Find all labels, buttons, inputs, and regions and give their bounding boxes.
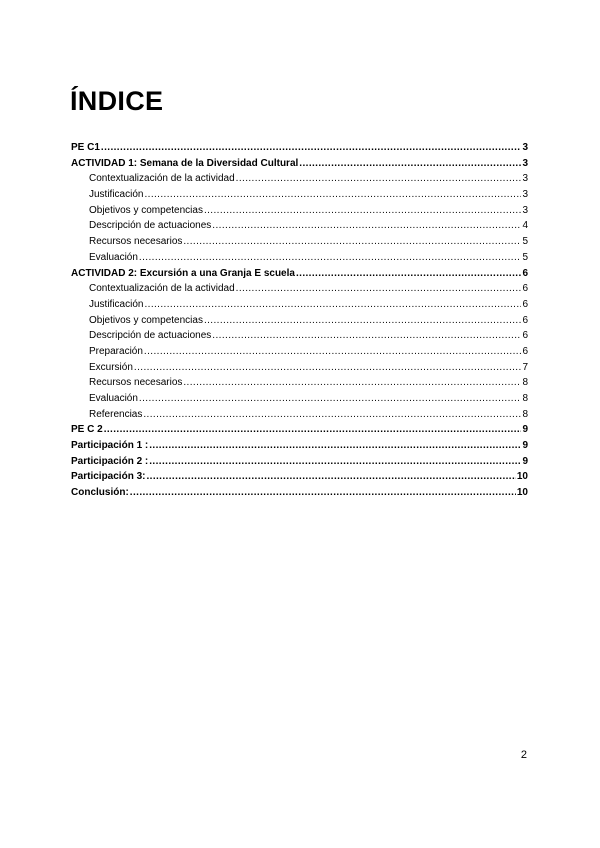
page-title: ÍNDICE [70, 86, 164, 116]
toc-entry[interactable] [71, 218, 528, 234]
toc-entry-page: 10 [516, 471, 528, 483]
toc-entry-page: 6 [522, 267, 528, 279]
toc-entry-label: Preparación [89, 345, 143, 357]
toc-entry-page: 3 [522, 204, 528, 216]
toc-dot-leader [212, 328, 521, 344]
toc-dot-leader [204, 203, 521, 219]
toc-entry-label: Evaluación [89, 251, 138, 263]
toc-entry[interactable] [71, 407, 528, 423]
toc-entry-label: Referencias [89, 408, 143, 420]
toc-dot-leader [212, 218, 521, 234]
toc-entry[interactable] [71, 171, 528, 187]
toc-dot-leader [139, 391, 522, 407]
toc-entry[interactable] [71, 156, 528, 172]
toc-entry[interactable] [71, 438, 528, 454]
toc-entry-label: ACTIVIDAD 2: Excursión a una Granja E scuela [71, 267, 295, 279]
toc-entry[interactable] [71, 313, 528, 329]
toc-dot-leader [144, 297, 521, 313]
toc-dot-leader [183, 234, 521, 250]
toc-entry[interactable] [71, 203, 528, 219]
toc-entry[interactable] [71, 250, 528, 266]
toc-entry-label: Descripción de actuaciones [89, 330, 212, 342]
page-number: 2 [520, 749, 527, 761]
toc-entry[interactable] [71, 485, 528, 501]
toc-entry-label: Objetivos y competencias [89, 204, 203, 216]
toc-dot-leader [149, 454, 521, 470]
toc-dot-leader [104, 422, 522, 438]
toc-entry[interactable] [71, 360, 528, 376]
toc-entry-label: Conclusión: [71, 487, 129, 499]
toc-entry-page: 10 [516, 487, 528, 499]
toc-entry[interactable] [71, 266, 528, 282]
toc-entry[interactable] [71, 469, 528, 485]
toc-entry-page: 8 [522, 377, 528, 389]
toc-dot-leader [236, 281, 522, 297]
toc-entry-page: 6 [522, 298, 528, 310]
toc-entry[interactable] [71, 344, 528, 360]
toc-entry-page: 6 [522, 330, 528, 342]
toc-entry-label: Participación 2 : [71, 455, 149, 467]
toc-entry-page: 6 [522, 345, 528, 357]
toc-dot-leader [183, 375, 521, 391]
toc-entry-page: 4 [522, 220, 528, 232]
toc-entry-label: Justificación [89, 298, 144, 310]
toc-entry-label: Descripción de actuaciones [89, 220, 212, 232]
toc-entry-label: Recursos necesarios [89, 236, 183, 248]
toc-entry-label: PE C 2 [71, 424, 103, 436]
toc-entry-label: Participación 1 : [71, 440, 149, 452]
toc-dot-leader [143, 407, 521, 423]
toc-dot-leader [296, 266, 521, 282]
toc-entry-label: PE C1 [71, 142, 100, 153]
toc-entry-label: Recursos necesarios [89, 377, 183, 389]
toc-entry[interactable] [71, 454, 528, 470]
toc-entry[interactable] [71, 328, 528, 344]
toc-entry-page: 3 [522, 142, 528, 153]
toc-entry-label: Contextualización de la actividad [89, 173, 235, 185]
toc-entry[interactable] [71, 281, 528, 297]
toc-entry-page: 8 [522, 408, 528, 420]
toc-entry[interactable] [71, 187, 528, 203]
toc-dot-leader [101, 140, 522, 156]
toc-dot-leader [130, 485, 516, 501]
toc-entry-page: 3 [522, 173, 528, 185]
toc-dot-leader [299, 156, 521, 172]
toc-dot-leader [139, 250, 522, 266]
toc-dot-leader [134, 360, 522, 376]
toc-dot-leader [144, 187, 521, 203]
toc-entry-page: 9 [522, 455, 528, 467]
toc-entry-page: 6 [522, 283, 528, 295]
toc-dot-leader [149, 438, 521, 454]
toc-entry[interactable] [71, 234, 528, 250]
toc-entry-label: Justificación [89, 189, 144, 201]
toc-entry-page: 8 [522, 393, 528, 404]
toc-entry-page: 9 [522, 440, 528, 452]
toc-entry[interactable] [71, 297, 528, 313]
toc-entry-label: Excursión [89, 361, 133, 373]
toc-entry-label: Objetivos y competencias [89, 314, 203, 326]
toc-entry[interactable] [71, 422, 528, 438]
toc-entry-label: Participación 3: [71, 471, 146, 483]
toc-entry-page: 9 [522, 424, 528, 436]
toc-dot-leader [144, 344, 522, 360]
toc-entry-page: 7 [522, 361, 528, 373]
toc-dot-leader [146, 469, 515, 485]
toc-entry-label: ACTIVIDAD 1: Semana de la Diversidad Cultural [71, 157, 299, 169]
toc-entry-label: Contextualización de la actividad [89, 283, 235, 295]
toc-entry[interactable] [71, 375, 528, 391]
toc-dot-leader [236, 171, 522, 187]
toc-entry-label: Evaluación [89, 393, 138, 404]
toc-entry-page: 5 [522, 251, 528, 263]
toc-entry-page: 6 [522, 314, 528, 326]
toc-entry-page: 3 [522, 189, 528, 201]
toc-entry-page: 5 [522, 236, 528, 248]
toc-entry[interactable] [71, 391, 528, 407]
toc-entry[interactable] [71, 140, 528, 156]
table-of-contents [71, 140, 528, 501]
toc-entry-page: 3 [522, 157, 528, 169]
toc-dot-leader [204, 313, 521, 329]
